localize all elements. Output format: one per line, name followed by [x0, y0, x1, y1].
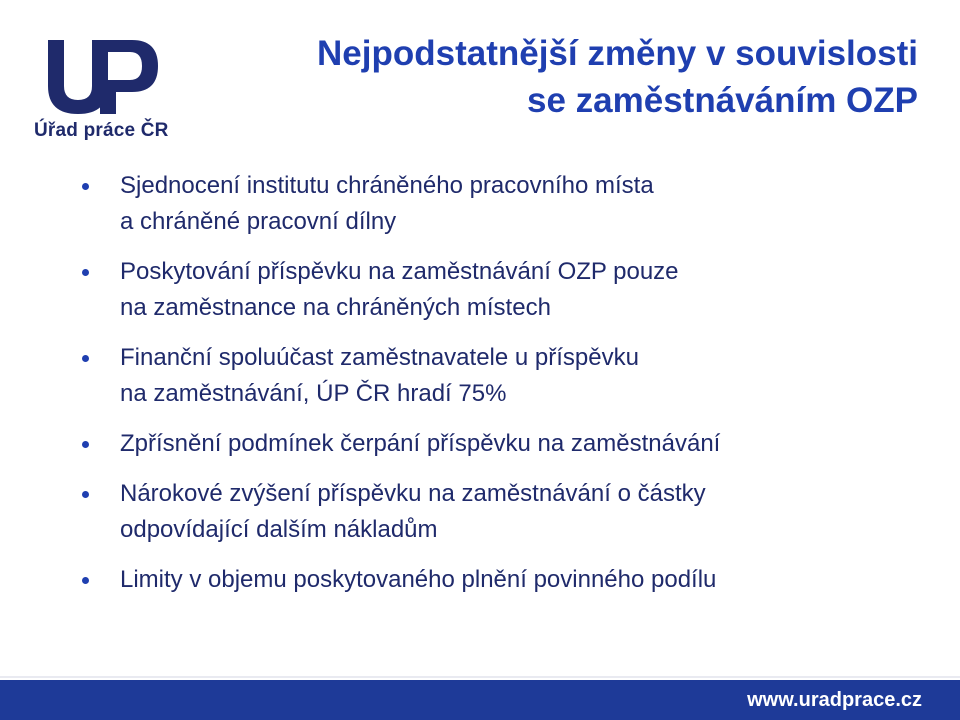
title-line-2: se zaměstnáváním OZP — [527, 81, 918, 120]
bullet-text: Limity v objemu poskytovaného plnění povinného podílu — [120, 566, 717, 593]
website-link[interactable]: www.uradprace.cz — [747, 689, 922, 711]
bullet-text: Zpřísnění podmínek čerpání příspěvku na zaměstnávání — [120, 430, 721, 457]
bullet-dot-icon — [82, 269, 89, 276]
up-logo — [34, 36, 194, 146]
bullet-dot-icon — [82, 577, 89, 584]
bullet-text: Poskytování příspěvku na zaměstnávání OZP pouze — [120, 258, 679, 285]
bullet-dot-icon — [82, 441, 89, 448]
bullet-text: Nárokové zvýšení příspěvku na zaměstnávání o částky — [120, 480, 706, 507]
bullet-text: Sjednocení institutu chráněného pracovního místa — [120, 172, 654, 199]
page-title — [317, 30, 918, 124]
footer-bar — [0, 680, 960, 720]
bullet-text: Finanční spoluúčast zaměstnavatele u příspěvku — [120, 344, 639, 371]
bullet-text: a chráněné pracovní dílny — [120, 208, 397, 235]
bullet-text: na zaměstnance na chráněných místech — [120, 294, 551, 321]
title-line-1: Nejpodstatnější změny v souvislosti — [317, 34, 918, 73]
bullet-item — [82, 476, 922, 548]
bullet-list — [82, 168, 922, 612]
logo-text: Úřad práce ČR — [34, 120, 169, 141]
bullet-item — [82, 254, 922, 326]
up-logo-icon — [34, 36, 164, 118]
footer-divider — [0, 676, 960, 678]
bullet-item — [82, 562, 922, 598]
bullet-dot-icon — [82, 491, 89, 498]
bullet-dot-icon — [82, 183, 89, 190]
bullet-item — [82, 168, 922, 240]
bullet-item — [82, 340, 922, 412]
bullet-text: odpovídající dalším nákladům — [120, 516, 438, 543]
bullet-item — [82, 426, 922, 462]
bullet-text: na zaměstnávání, ÚP ČR hradí 75% — [120, 380, 507, 407]
bullet-dot-icon — [82, 355, 89, 362]
